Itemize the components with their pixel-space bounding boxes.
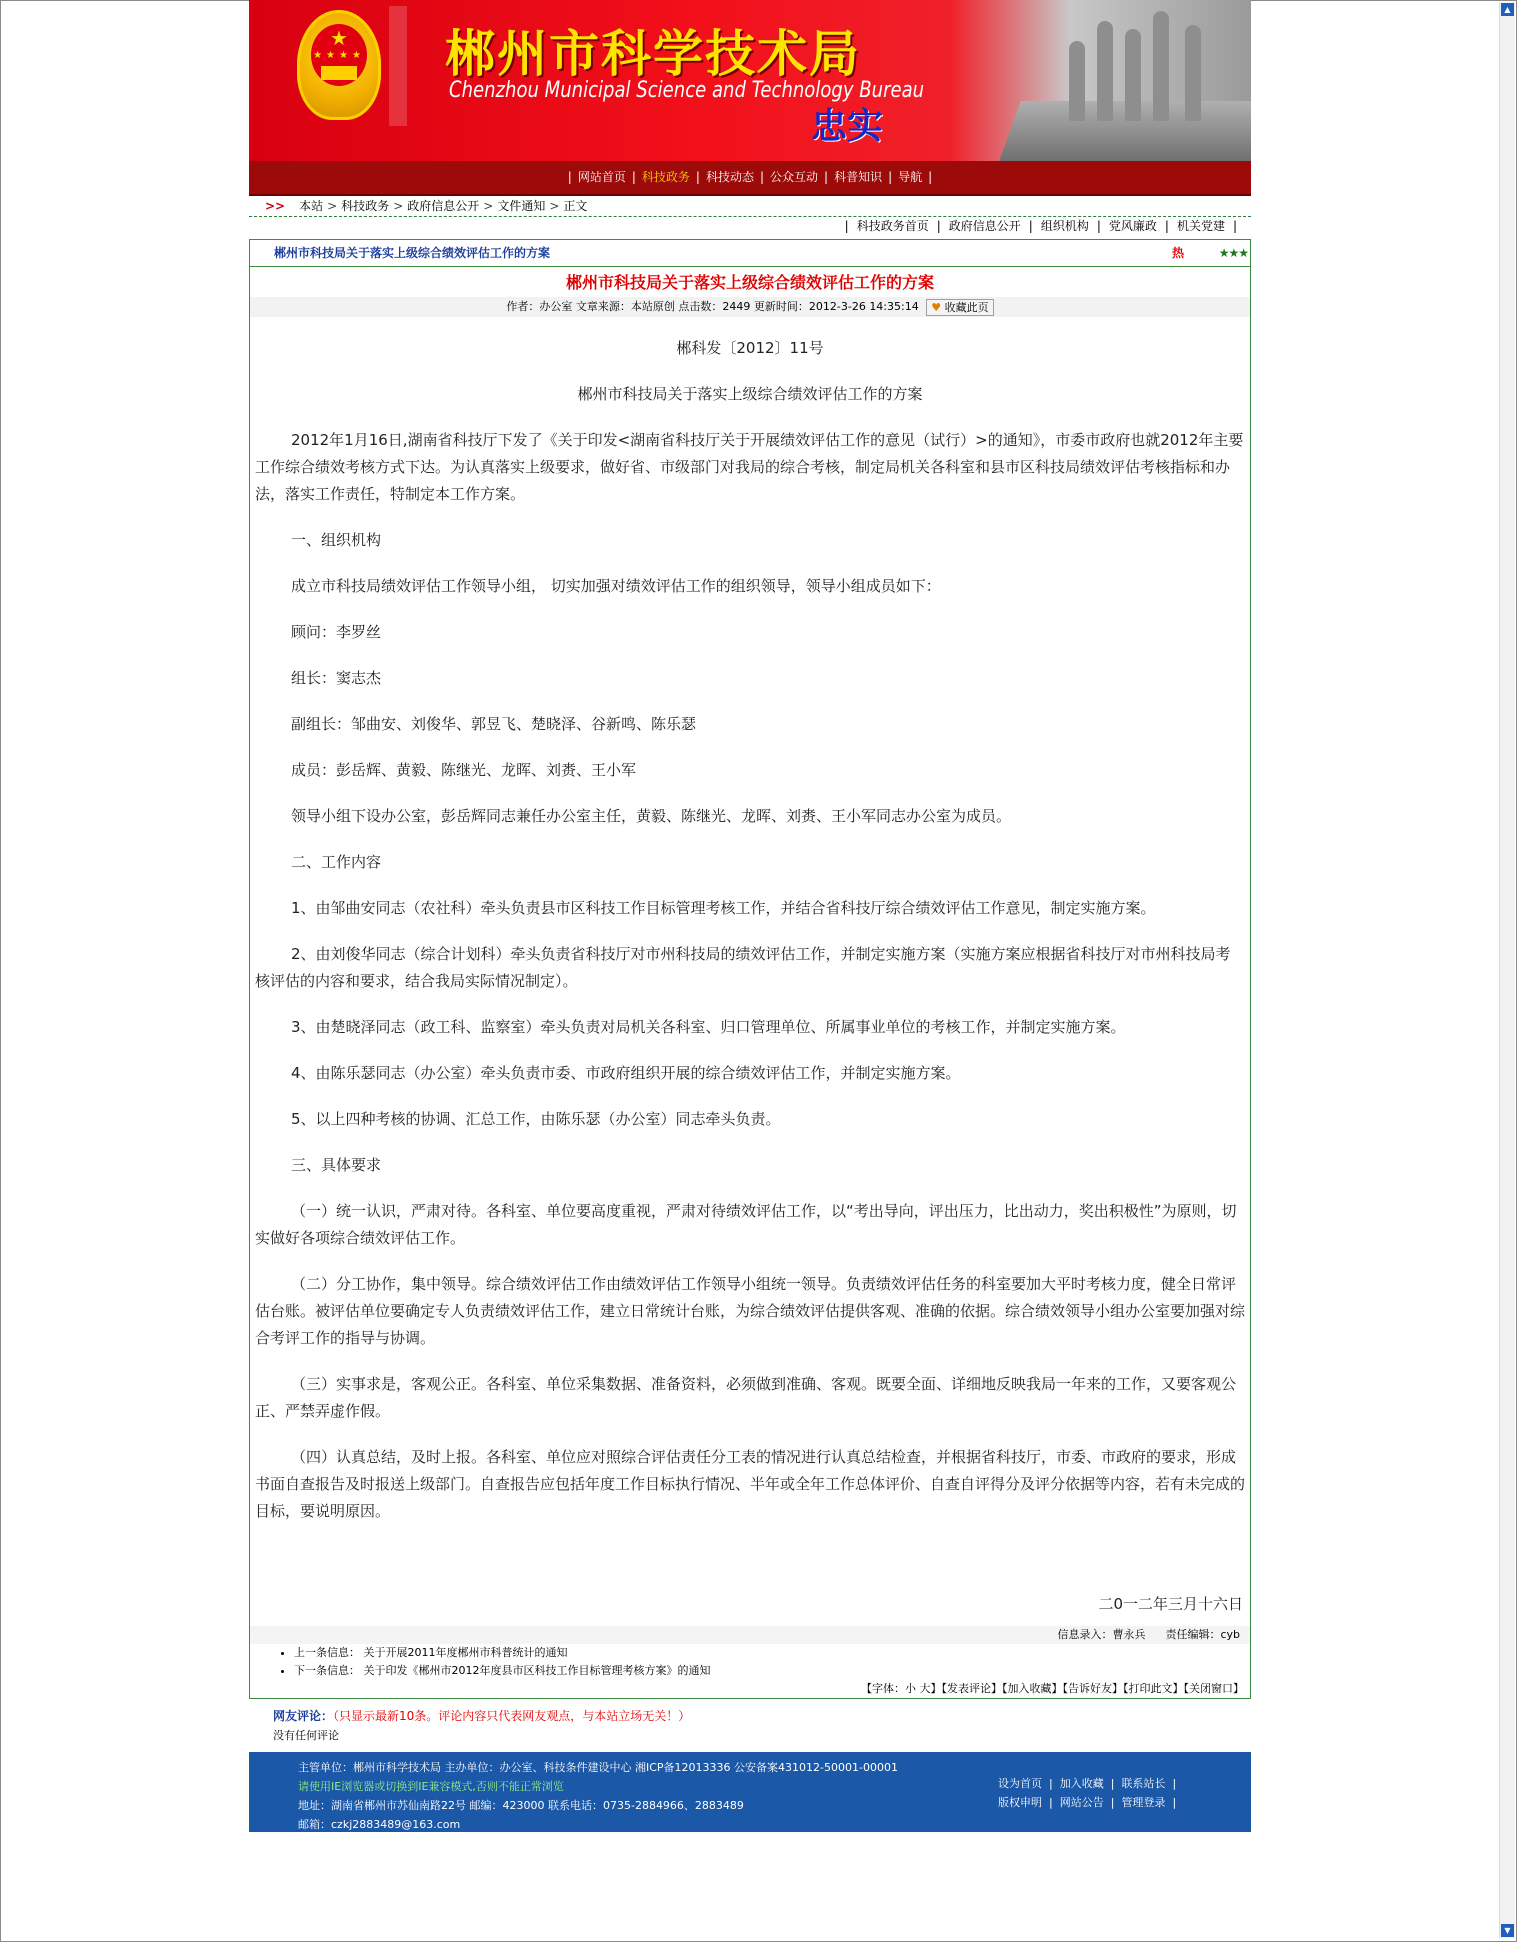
article-paragraph: 二、工作内容 xyxy=(291,853,382,871)
article-paragraph: （四）认真总结，及时上报。各科室、单位应对照综合评估责任分工表的情况进行认真总结检查，并根据省科技厅，市委、市政府的要求，形成书面自查报告及时报送上级部门。自查报告应包括年度工作目标执行情况、半年或全年工作总体评价、自查自评得分及评分依据等内容，若有未完成的目标，要说明原因。 xyxy=(255,1448,1246,1520)
site-slogan: 忠实 xyxy=(811,106,884,147)
breadcrumb-item: 正文 xyxy=(563,199,588,213)
footer-link[interactable]: 加入收藏 xyxy=(1059,1777,1104,1790)
article-meta xyxy=(250,297,1250,317)
article-paragraph: （三）实事求是，客观公正。各科室、单位采集数据、准备资料，必须做到准确、客观。既要全面、详细地反映我局一年来的工作，又要客观公正、严禁弄虚作假。 xyxy=(255,1375,1237,1420)
national-emblem-icon: ★ ★★★★ xyxy=(297,10,381,120)
prev-link[interactable]: • 上一条信息： 关于开展2011年度郴州市科普统计的通知 xyxy=(294,1644,1250,1662)
footer-link[interactable]: 设为首页 xyxy=(998,1777,1042,1790)
article-paragraph: 2012年1月16日,湖南省科技厅下发了《关于印发<湖南省科技厅关于开展绩效评估工作的意见（试行）>的通知》，市委市政府也就2012年主要工作综合绩效考核方式下达。为认真落实上级要求，做好省、市级部门对我局的综合考核，制定局机关各科室和县市区科技局绩效评估考核指标和办法，落实工作责任，特制定本工作方案。 xyxy=(255,431,1244,503)
article-paragraph: 三、具体要求 xyxy=(291,1156,382,1174)
nav-item[interactable]: 科技动态 xyxy=(705,170,754,184)
comments-label: 网友评论： xyxy=(273,1709,334,1723)
no-comments: 没有任何评论 xyxy=(273,1729,339,1742)
article-paragraph: 副组长：邹曲安、刘俊华、郭昱飞、楚晓泽、谷新鸣、陈乐瑟 xyxy=(291,715,697,733)
article-tools[interactable]: 【字体：小 大】【发表评论】【加入收藏】【告诉好友】【打印此文】【关闭窗口】 xyxy=(861,1682,1244,1695)
scroll-down-icon[interactable]: ▼ xyxy=(1501,1924,1514,1937)
footer-link[interactable]: 联系站长 xyxy=(1121,1777,1166,1790)
page-container xyxy=(249,0,1251,1832)
subnav-item[interactable]: 党风廉政 xyxy=(1108,219,1157,233)
article-content xyxy=(250,317,1250,1618)
nav-item[interactable]: 网站首页 xyxy=(577,170,626,184)
footer-line-2: 请使用IE浏览器或切换到IE兼容模式,否则不能正常浏览 xyxy=(298,1780,564,1793)
next-link[interactable]: • 下一条信息： 关于印发《郴州市2012年度县市区科技工作目标管理考核方案》的通知 xyxy=(294,1662,1250,1680)
breadcrumb-item[interactable]: 文件通知 xyxy=(497,199,546,213)
article-paragraph: 领导小组下设办公室，彭岳辉同志兼任办公室主任，黄毅、陈继光、龙晖、刘赉、王小军同志办公室为成员。 xyxy=(291,807,1012,825)
article-header-title: 郴州市科技局关于落实上级综合绩效评估工作的方案 xyxy=(274,246,551,260)
entry-by: 信息录入：曹永兵 xyxy=(1057,1628,1146,1641)
comments-header xyxy=(249,1705,1251,1727)
comments-note: （只显示最新10条。评论内容只代表网友观点，与本站立场无关！） xyxy=(333,1709,691,1723)
banner-ribbon xyxy=(389,6,407,126)
article-paragraph: 3、由楚晓泽同志（政工科、监察室）牵头负责对局机关各科室、归口管理单位、所属事业单位的考核工作，并制定实施方案。 xyxy=(291,1018,1126,1036)
nav-item[interactable]: 科技政务 xyxy=(641,170,690,184)
article-paragraph: 5、以上四种考核的协调、汇总工作，由陈乐瑟（办公室）同志牵头负责。 xyxy=(291,1110,781,1128)
doc-number: 郴科发〔2012〕11号 xyxy=(676,339,824,357)
article-meta-text: 作者：办公室 文章来源：本站原创 点击数：2449 更新时间：2012-3-26 14:35:14 xyxy=(506,300,919,313)
rating-stars-icon: ★★★ xyxy=(1218,246,1248,260)
hot-badge: 热 xyxy=(1172,246,1185,260)
favorite-icon: ♥ xyxy=(931,300,942,314)
subnav-item[interactable]: 组织机构 xyxy=(1040,219,1089,233)
vertical-scrollbar[interactable] xyxy=(1499,2,1515,1938)
footer-links: 设为首页 | 加入收藏 | 联系站长 | 版权申明 | 网站公告 | 管理登录 | xyxy=(998,1777,1177,1809)
article-paragraph: 2、由刘俊华同志（综合计划科）牵头负责省科技厅对市州科技局的绩效评估工作，并制定实施方案（实施方案应根据省科技厅对市州科技局考核评估的内容和要求，结合我局实际情况制定）。 xyxy=(255,945,1231,990)
breadcrumb-item[interactable]: 本站 xyxy=(299,199,324,213)
subnav-item[interactable]: 机关党建 xyxy=(1176,219,1225,233)
subnav-item[interactable]: 政府信息公开 xyxy=(948,219,1021,233)
article-paragraph: （二）分工协作，集中领导。综合绩效评估工作由绩效评估工作领导小组统一领导。负责绩效评估任务的科室要加大平时考核力度，健全日常评估台账。被评估单位要确定专人负责绩效评估工作，建立日常统计台账，为综合绩效评估提供客观、准确的依据。综合绩效领导小组办公室要加强对综合考评工作的指导与协调。 xyxy=(255,1275,1246,1347)
editor-name: 责任编辑：cyb xyxy=(1165,1628,1240,1641)
article-header xyxy=(250,240,1250,267)
article-paragraph: 4、由陈乐瑟同志（办公室）牵头负责市委、市政府组织开展的综合绩效评估工作，并制定实施方案。 xyxy=(291,1064,961,1082)
site-banner xyxy=(249,0,1251,161)
scroll-up-icon[interactable]: ▲ xyxy=(1501,3,1514,16)
article-box xyxy=(249,239,1251,1699)
article-paragraph: （一）统一认识，严肃对待。各科室、单位要高度重视，严肃对待绩效评估工作，以“考出导向，评出压力，比出动力，奖出积极性”为原则，切实做好各项综合绩效评估工作。 xyxy=(255,1202,1237,1247)
doc-subtitle: 郴州市科技局关于落实上级综合绩效评估工作的方案 xyxy=(577,385,923,403)
footer-link[interactable]: 网站公告 xyxy=(1059,1796,1104,1809)
article-title: 郴州市科技局关于落实上级综合绩效评估工作的方案 xyxy=(565,273,934,292)
nav-item[interactable]: 公众互动 xyxy=(770,170,819,184)
editor-info xyxy=(250,1626,1250,1644)
footer-link[interactable]: 版权申明 xyxy=(998,1796,1042,1809)
sub-nav: | 科技政务首页 | 政府信息公开 | 组织机构 | 党风廉政 | 机关党建 | xyxy=(844,219,1237,233)
breadcrumb-item[interactable]: 科技政务 xyxy=(341,199,390,213)
article-paragraph: 组长：窦志杰 xyxy=(291,669,382,687)
site-footer xyxy=(249,1752,1251,1832)
footer-line-3: 地址：湖南省郴州市苏仙南路22号 邮编：423000 联系电话：0735-2884966、2883489 xyxy=(298,1799,744,1812)
breadcrumb: >> 本站 > 科技政务 > 政府信息公开 > 文件通知 > 正文 xyxy=(249,196,1251,217)
statue-image xyxy=(999,10,1251,161)
footer-line-4: 邮箱：czkj2883489@163.com xyxy=(298,1818,461,1831)
footer-line-1: 主管单位：郴州市科学技术局 主办单位：办公室、科技条件建设中心 湘ICP备12013336 公安备案431012-50001-00001 xyxy=(298,1761,898,1774)
prev-next-list xyxy=(250,1644,1250,1680)
favorite-button[interactable] xyxy=(926,299,993,316)
article-paragraph: 一、组织机构 xyxy=(291,531,382,549)
article-paragraph: 1、由邹曲安同志（农社科）牵头负责县市区科技工作目标管理考核工作，并结合省科技厅综合绩效评估工作意见，制定实施方案。 xyxy=(291,899,1156,917)
article-paragraph: 顾问：李罗丝 xyxy=(291,623,382,641)
site-title-english: Chenzhou Municipal Science and Technology Bureau xyxy=(449,78,925,103)
nav-item[interactable]: 科普知识 xyxy=(834,170,883,184)
nav-item[interactable]: 导航 xyxy=(898,170,923,184)
site-title: 郴州市科学技术局 xyxy=(445,25,861,83)
doc-date: 二0一二年三月十六日 xyxy=(1098,1595,1243,1613)
breadcrumb-item[interactable]: 政府信息公开 xyxy=(407,199,480,213)
article-paragraph: 成立市科技局绩效评估工作领导小组， 切实加强对绩效评估工作的组织领导，领导小组成员如下： xyxy=(291,577,941,595)
favorite-label: 收藏此页 xyxy=(944,300,989,314)
breadcrumb-arrows-icon: >> xyxy=(265,199,286,213)
footer-link[interactable]: 管理登录 xyxy=(1121,1796,1166,1809)
subnav-item[interactable]: 科技政务首页 xyxy=(856,219,929,233)
main-nav: | 网站首页 | 科技政务 | 科技动态 | 公众互动 | 科普知识 | 导航 | xyxy=(249,161,1251,196)
article-paragraph: 成员：彭岳辉、黄毅、陈继光、龙晖、刘赉、王小军 xyxy=(291,761,637,779)
